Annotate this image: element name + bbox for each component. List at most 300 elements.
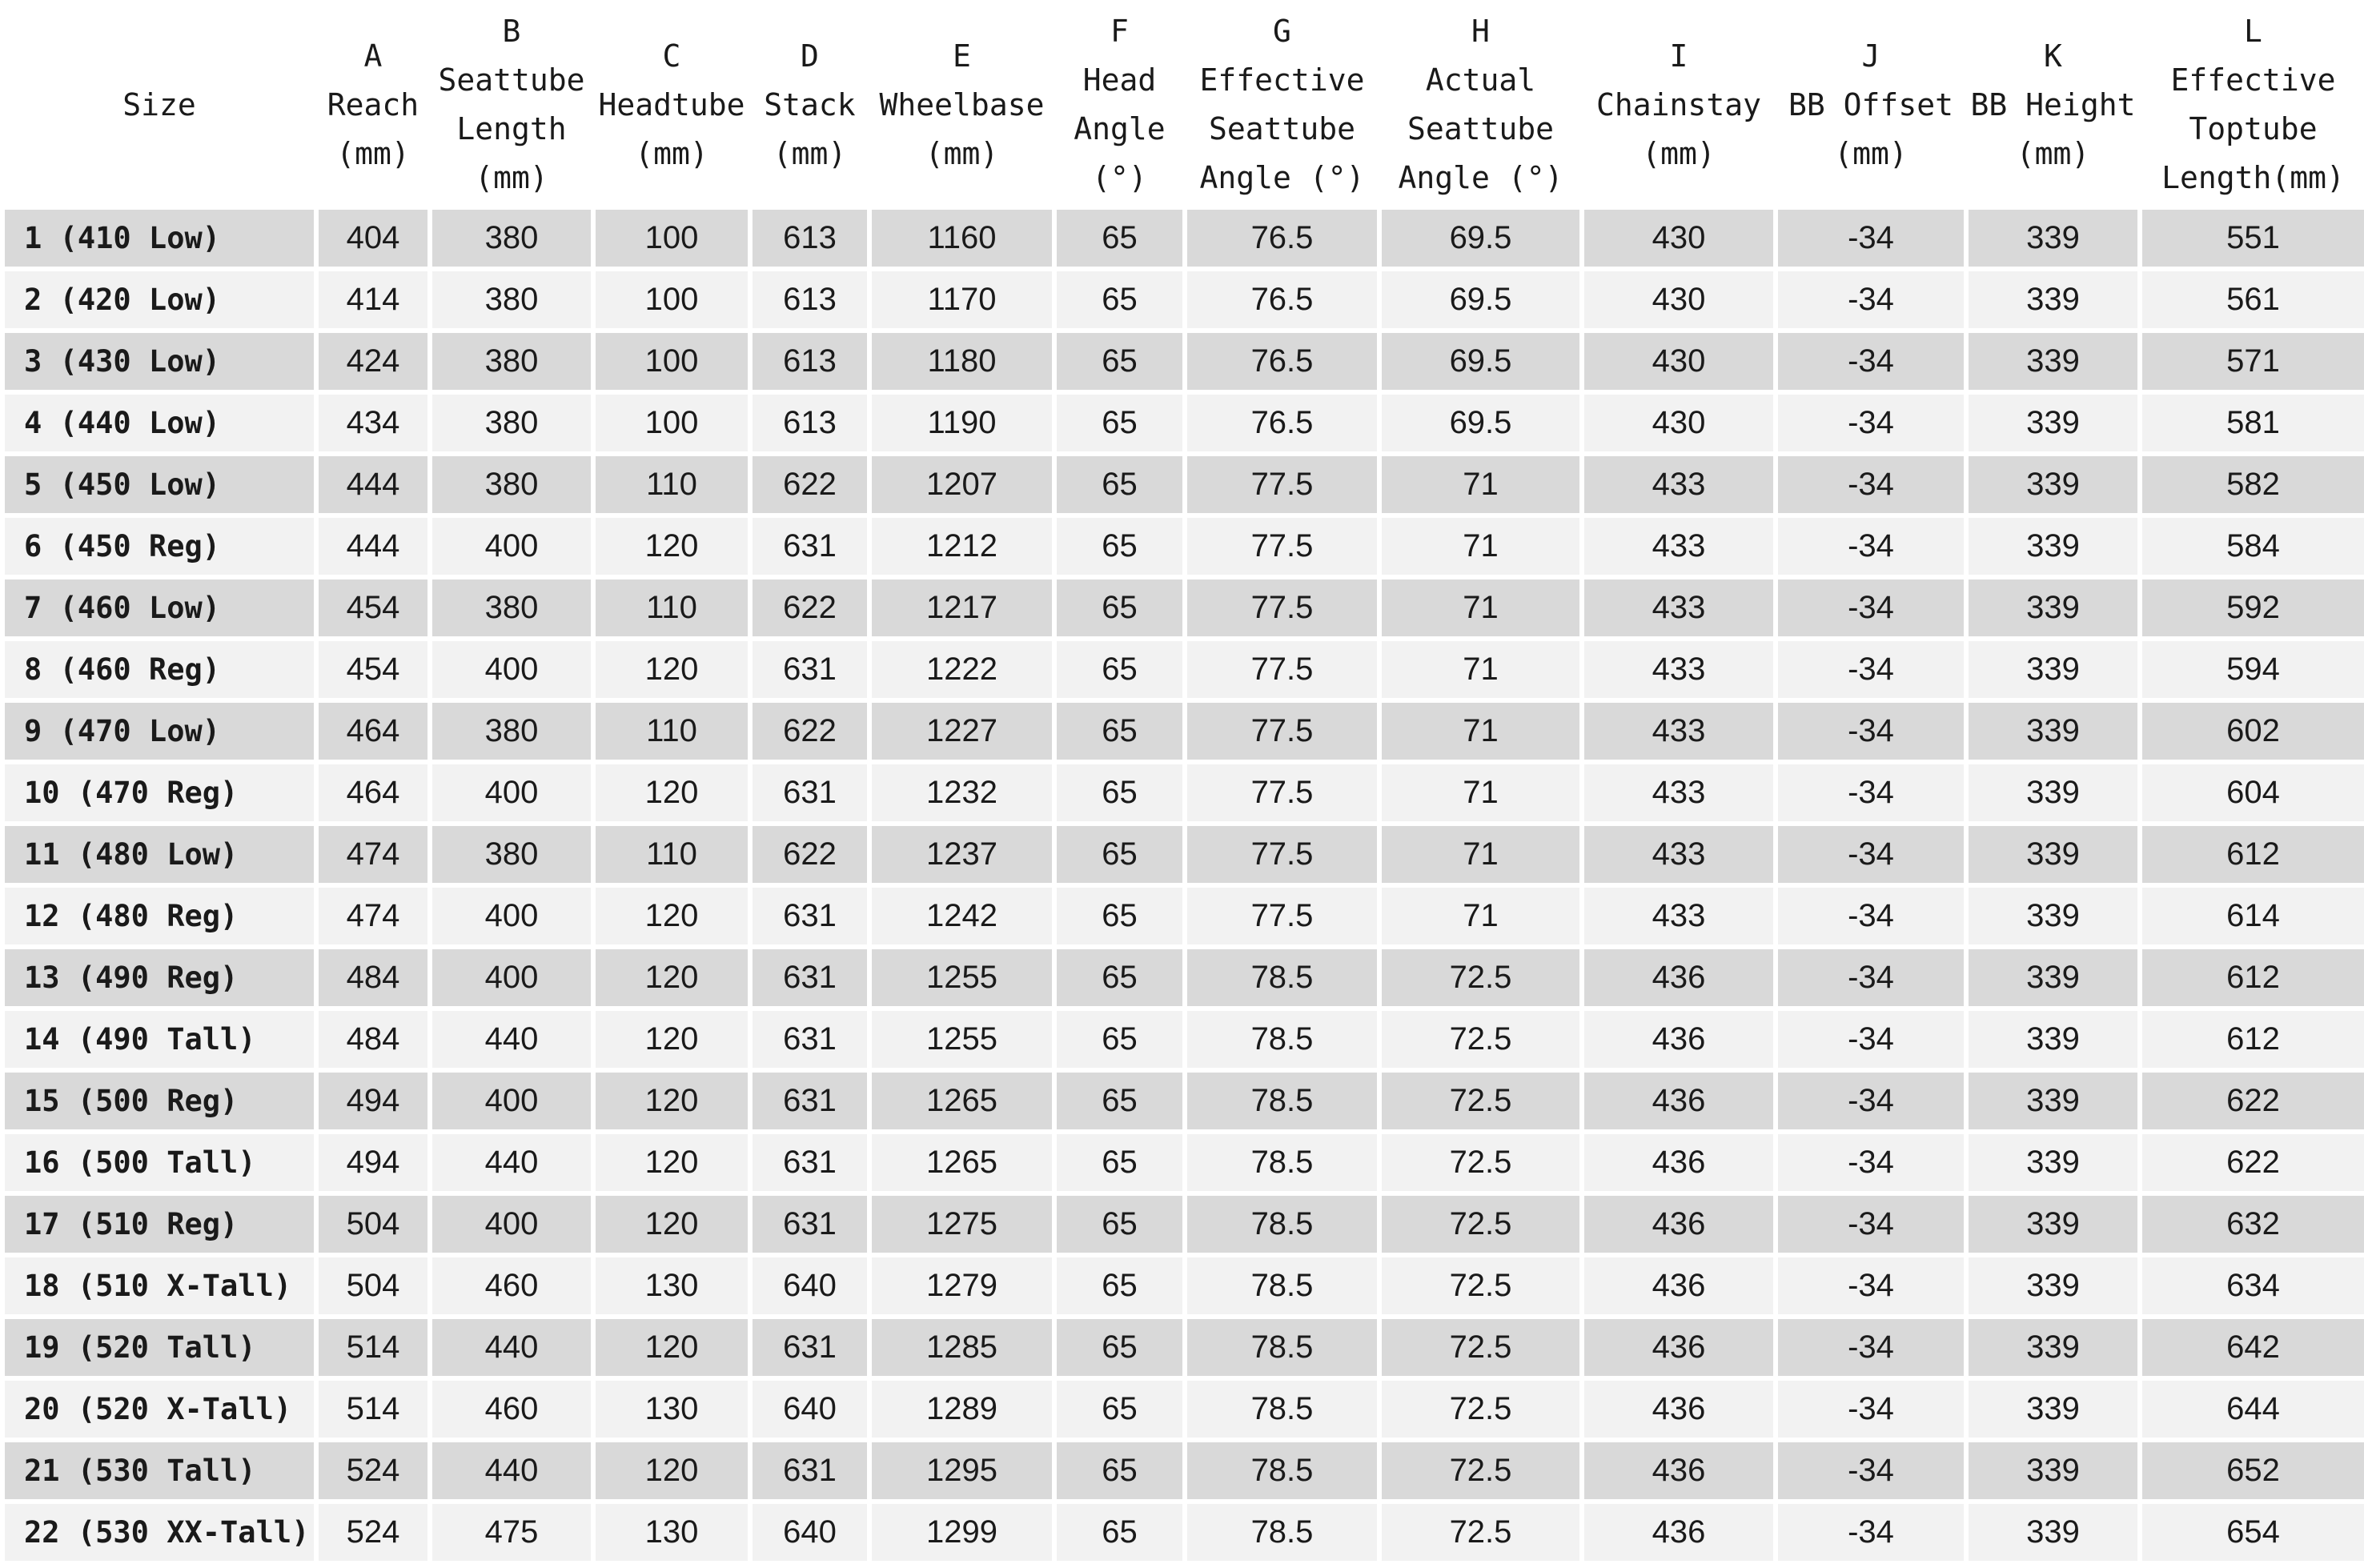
column-label-line: Stack bbox=[764, 86, 856, 122]
column-header-l bbox=[2142, 5, 2364, 205]
size-cell: 21 (530 Tall) bbox=[5, 1442, 314, 1499]
table-row bbox=[5, 518, 2364, 575]
value-cell-f: 65 bbox=[1057, 518, 1182, 575]
value-cell-h: 71 bbox=[1382, 518, 1579, 575]
value-cell-d: 640 bbox=[753, 1504, 867, 1561]
value-cell-e: 1212 bbox=[872, 518, 1052, 575]
value-cell-i: 430 bbox=[1584, 333, 1773, 390]
value-cell-c: 130 bbox=[596, 1504, 748, 1561]
table-row bbox=[5, 1011, 2364, 1068]
column-label-line: Angle bbox=[1074, 111, 1166, 146]
column-letter: D bbox=[801, 38, 819, 74]
value-cell-c: 130 bbox=[596, 1381, 748, 1438]
value-cell-i: 436 bbox=[1584, 1504, 1773, 1561]
value-cell-k: 339 bbox=[1969, 1196, 2137, 1253]
table-row bbox=[5, 456, 2364, 513]
column-letter: C bbox=[662, 38, 681, 74]
value-cell-l: 582 bbox=[2142, 456, 2364, 513]
value-cell-g: 78.5 bbox=[1187, 1257, 1377, 1314]
value-cell-d: 613 bbox=[753, 271, 867, 328]
value-cell-c: 120 bbox=[596, 1442, 748, 1499]
column-label-line: (mm) bbox=[475, 160, 548, 195]
value-cell-d: 631 bbox=[753, 764, 867, 821]
value-cell-f: 65 bbox=[1057, 395, 1182, 451]
table-row bbox=[5, 1442, 2364, 1499]
value-cell-b: 400 bbox=[432, 641, 591, 698]
value-cell-f: 65 bbox=[1057, 949, 1182, 1006]
value-cell-l: 594 bbox=[2142, 641, 2364, 698]
column-label-line: Toptube bbox=[2189, 111, 2318, 146]
value-cell-i: 436 bbox=[1584, 1442, 1773, 1499]
size-cell: 8 (460 Reg) bbox=[5, 641, 314, 698]
value-cell-g: 78.5 bbox=[1187, 1504, 1377, 1561]
value-cell-h: 69.5 bbox=[1382, 271, 1579, 328]
value-cell-c: 110 bbox=[596, 826, 748, 883]
column-header-h bbox=[1382, 5, 1579, 205]
size-cell: 6 (450 Reg) bbox=[5, 518, 314, 575]
table-row bbox=[5, 579, 2364, 636]
value-cell-b: 440 bbox=[432, 1442, 591, 1499]
size-cell: 4 (440 Low) bbox=[5, 395, 314, 451]
column-header-f bbox=[1057, 5, 1182, 205]
value-cell-a: 504 bbox=[319, 1257, 427, 1314]
column-header-a bbox=[319, 5, 427, 205]
value-cell-k: 339 bbox=[1969, 1011, 2137, 1068]
value-cell-j: -34 bbox=[1778, 1381, 1964, 1438]
column-label-line: Wheelbase bbox=[879, 86, 1045, 122]
value-cell-a: 454 bbox=[319, 579, 427, 636]
value-cell-k: 339 bbox=[1969, 1504, 2137, 1561]
value-cell-c: 100 bbox=[596, 271, 748, 328]
value-cell-h: 69.5 bbox=[1382, 395, 1579, 451]
value-cell-h: 71 bbox=[1382, 579, 1579, 636]
value-cell-b: 440 bbox=[432, 1319, 591, 1376]
value-cell-a: 514 bbox=[319, 1319, 427, 1376]
value-cell-h: 71 bbox=[1382, 764, 1579, 821]
value-cell-f: 65 bbox=[1057, 579, 1182, 636]
value-cell-i: 433 bbox=[1584, 641, 1773, 698]
value-cell-j: -34 bbox=[1778, 518, 1964, 575]
table-row bbox=[5, 333, 2364, 390]
value-cell-l: 612 bbox=[2142, 949, 2364, 1006]
value-cell-e: 1227 bbox=[872, 703, 1052, 760]
value-cell-f: 65 bbox=[1057, 1504, 1182, 1561]
column-label-line: (mm) bbox=[1642, 135, 1716, 171]
value-cell-a: 424 bbox=[319, 333, 427, 390]
value-cell-j: -34 bbox=[1778, 1073, 1964, 1129]
value-cell-g: 76.5 bbox=[1187, 271, 1377, 328]
value-cell-i: 430 bbox=[1584, 271, 1773, 328]
value-cell-d: 622 bbox=[753, 703, 867, 760]
value-cell-j: -34 bbox=[1778, 1196, 1964, 1253]
value-cell-b: 400 bbox=[432, 949, 591, 1006]
value-cell-f: 65 bbox=[1057, 210, 1182, 267]
value-cell-i: 436 bbox=[1584, 949, 1773, 1006]
value-cell-g: 77.5 bbox=[1187, 456, 1377, 513]
size-cell: 1 (410 Low) bbox=[5, 210, 314, 267]
value-cell-h: 71 bbox=[1382, 641, 1579, 698]
value-cell-a: 414 bbox=[319, 271, 427, 328]
column-label-line: Seattube bbox=[1407, 111, 1555, 146]
value-cell-k: 339 bbox=[1969, 518, 2137, 575]
column-header-size-label: Size bbox=[122, 86, 196, 122]
value-cell-b: 460 bbox=[432, 1381, 591, 1438]
size-cell: 9 (470 Low) bbox=[5, 703, 314, 760]
value-cell-j: -34 bbox=[1778, 1011, 1964, 1068]
value-cell-l: 614 bbox=[2142, 888, 2364, 944]
column-label-line: BB Offset bbox=[1788, 86, 1953, 122]
column-letter: B bbox=[502, 14, 521, 49]
value-cell-b: 380 bbox=[432, 333, 591, 390]
value-cell-i: 436 bbox=[1584, 1257, 1773, 1314]
value-cell-h: 71 bbox=[1382, 888, 1579, 944]
value-cell-i: 433 bbox=[1584, 703, 1773, 760]
column-label-line: (mm) bbox=[336, 135, 410, 171]
column-header-d bbox=[753, 5, 867, 205]
value-cell-a: 474 bbox=[319, 888, 427, 944]
value-cell-i: 436 bbox=[1584, 1196, 1773, 1253]
value-cell-c: 120 bbox=[596, 764, 748, 821]
value-cell-d: 622 bbox=[753, 579, 867, 636]
column-label-line: (mm) bbox=[773, 135, 847, 171]
value-cell-d: 631 bbox=[753, 1073, 867, 1129]
value-cell-f: 65 bbox=[1057, 826, 1182, 883]
value-cell-e: 1289 bbox=[872, 1381, 1052, 1438]
value-cell-c: 120 bbox=[596, 1011, 748, 1068]
value-cell-h: 72.5 bbox=[1382, 1381, 1579, 1438]
size-cell: 22 (530 XX-Tall) bbox=[5, 1504, 314, 1561]
table-body bbox=[5, 210, 2364, 1561]
size-cell: 2 (420 Low) bbox=[5, 271, 314, 328]
value-cell-a: 504 bbox=[319, 1196, 427, 1253]
value-cell-k: 339 bbox=[1969, 1381, 2137, 1438]
table-row bbox=[5, 1504, 2364, 1561]
value-cell-d: 631 bbox=[753, 1319, 867, 1376]
value-cell-e: 1190 bbox=[872, 395, 1052, 451]
table-row bbox=[5, 888, 2364, 944]
value-cell-c: 110 bbox=[596, 456, 748, 513]
size-cell: 3 (430 Low) bbox=[5, 333, 314, 390]
value-cell-h: 71 bbox=[1382, 456, 1579, 513]
value-cell-h: 69.5 bbox=[1382, 333, 1579, 390]
table-row bbox=[5, 949, 2364, 1006]
value-cell-a: 474 bbox=[319, 826, 427, 883]
value-cell-j: -34 bbox=[1778, 579, 1964, 636]
value-cell-d: 631 bbox=[753, 518, 867, 575]
size-cell: 18 (510 X-Tall) bbox=[5, 1257, 314, 1314]
value-cell-b: 440 bbox=[432, 1011, 591, 1068]
value-cell-h: 72.5 bbox=[1382, 1442, 1579, 1499]
value-cell-b: 400 bbox=[432, 518, 591, 575]
column-letter: I bbox=[1669, 38, 1688, 74]
table-row bbox=[5, 395, 2364, 451]
column-letter: K bbox=[2044, 38, 2062, 74]
value-cell-i: 433 bbox=[1584, 826, 1773, 883]
value-cell-i: 433 bbox=[1584, 456, 1773, 513]
table-row bbox=[5, 271, 2364, 328]
value-cell-i: 436 bbox=[1584, 1381, 1773, 1438]
value-cell-c: 120 bbox=[596, 1319, 748, 1376]
column-letter: J bbox=[1861, 38, 1880, 74]
value-cell-c: 120 bbox=[596, 1073, 748, 1129]
size-cell: 17 (510 Reg) bbox=[5, 1196, 314, 1253]
column-label-line: (mm) bbox=[635, 135, 708, 171]
value-cell-a: 454 bbox=[319, 641, 427, 698]
value-cell-k: 339 bbox=[1969, 703, 2137, 760]
value-cell-b: 380 bbox=[432, 271, 591, 328]
value-cell-f: 65 bbox=[1057, 333, 1182, 390]
value-cell-f: 65 bbox=[1057, 1134, 1182, 1191]
column-label-line: Angle (°) bbox=[1398, 160, 1563, 195]
size-cell: 20 (520 X-Tall) bbox=[5, 1381, 314, 1438]
table-row bbox=[5, 1134, 2364, 1191]
column-letter: F bbox=[1110, 14, 1129, 49]
value-cell-i: 433 bbox=[1584, 764, 1773, 821]
value-cell-l: 571 bbox=[2142, 333, 2364, 390]
size-cell: 13 (490 Reg) bbox=[5, 949, 314, 1006]
value-cell-i: 436 bbox=[1584, 1011, 1773, 1068]
value-cell-b: 400 bbox=[432, 764, 591, 821]
value-cell-j: -34 bbox=[1778, 456, 1964, 513]
value-cell-e: 1265 bbox=[872, 1134, 1052, 1191]
value-cell-k: 339 bbox=[1969, 1319, 2137, 1376]
value-cell-l: 581 bbox=[2142, 395, 2364, 451]
column-letter: A bbox=[363, 38, 383, 74]
value-cell-c: 120 bbox=[596, 1196, 748, 1253]
value-cell-a: 524 bbox=[319, 1504, 427, 1561]
value-cell-e: 1237 bbox=[872, 826, 1052, 883]
value-cell-j: -34 bbox=[1778, 1319, 1964, 1376]
value-cell-a: 464 bbox=[319, 703, 427, 760]
value-cell-g: 78.5 bbox=[1187, 949, 1377, 1006]
value-cell-h: 72.5 bbox=[1382, 1073, 1579, 1129]
column-label-line: (mm) bbox=[1834, 135, 1908, 171]
value-cell-d: 631 bbox=[753, 888, 867, 944]
size-cell: 16 (500 Tall) bbox=[5, 1134, 314, 1191]
column-letter: E bbox=[953, 38, 971, 74]
value-cell-d: 631 bbox=[753, 1134, 867, 1191]
value-cell-f: 65 bbox=[1057, 1196, 1182, 1253]
value-cell-c: 110 bbox=[596, 579, 748, 636]
column-label-line: Seattube bbox=[1208, 111, 1356, 146]
value-cell-d: 631 bbox=[753, 1196, 867, 1253]
value-cell-j: -34 bbox=[1778, 703, 1964, 760]
value-cell-d: 622 bbox=[753, 826, 867, 883]
value-cell-g: 77.5 bbox=[1187, 826, 1377, 883]
value-cell-i: 433 bbox=[1584, 579, 1773, 636]
value-cell-l: 612 bbox=[2142, 826, 2364, 883]
value-cell-g: 77.5 bbox=[1187, 703, 1377, 760]
value-cell-d: 631 bbox=[753, 641, 867, 698]
value-cell-g: 76.5 bbox=[1187, 333, 1377, 390]
value-cell-l: 642 bbox=[2142, 1319, 2364, 1376]
size-cell: 10 (470 Reg) bbox=[5, 764, 314, 821]
value-cell-l: 632 bbox=[2142, 1196, 2364, 1253]
value-cell-b: 380 bbox=[432, 826, 591, 883]
table-row bbox=[5, 826, 2364, 883]
value-cell-a: 404 bbox=[319, 210, 427, 267]
value-cell-j: -34 bbox=[1778, 1504, 1964, 1561]
column-label-line: (mm) bbox=[2016, 135, 2090, 171]
value-cell-e: 1299 bbox=[872, 1504, 1052, 1561]
value-cell-g: 78.5 bbox=[1187, 1134, 1377, 1191]
value-cell-i: 436 bbox=[1584, 1134, 1773, 1191]
value-cell-d: 640 bbox=[753, 1257, 867, 1314]
column-letter: L bbox=[2244, 14, 2262, 49]
value-cell-c: 100 bbox=[596, 395, 748, 451]
value-cell-h: 72.5 bbox=[1382, 1257, 1579, 1314]
value-cell-j: -34 bbox=[1778, 1257, 1964, 1314]
value-cell-k: 339 bbox=[1969, 1134, 2137, 1191]
value-cell-j: -34 bbox=[1778, 333, 1964, 390]
value-cell-g: 78.5 bbox=[1187, 1381, 1377, 1438]
value-cell-i: 433 bbox=[1584, 888, 1773, 944]
value-cell-g: 78.5 bbox=[1187, 1442, 1377, 1499]
value-cell-l: 592 bbox=[2142, 579, 2364, 636]
value-cell-k: 339 bbox=[1969, 579, 2137, 636]
value-cell-a: 514 bbox=[319, 1381, 427, 1438]
value-cell-k: 339 bbox=[1969, 456, 2137, 513]
value-cell-i: 430 bbox=[1584, 210, 1773, 267]
value-cell-e: 1217 bbox=[872, 579, 1052, 636]
value-cell-g: 77.5 bbox=[1187, 641, 1377, 698]
value-cell-l: 622 bbox=[2142, 1073, 2364, 1129]
value-cell-c: 100 bbox=[596, 333, 748, 390]
value-cell-g: 77.5 bbox=[1187, 518, 1377, 575]
value-cell-h: 72.5 bbox=[1382, 1011, 1579, 1068]
value-cell-f: 65 bbox=[1057, 641, 1182, 698]
size-cell: 19 (520 Tall) bbox=[5, 1319, 314, 1376]
value-cell-c: 100 bbox=[596, 210, 748, 267]
value-cell-l: 622 bbox=[2142, 1134, 2364, 1191]
column-label-line: (mm) bbox=[925, 135, 999, 171]
value-cell-g: 76.5 bbox=[1187, 210, 1377, 267]
column-label-line: (°) bbox=[1092, 160, 1147, 195]
value-cell-d: 622 bbox=[753, 456, 867, 513]
column-label-line: Head bbox=[1082, 62, 1157, 98]
value-cell-f: 65 bbox=[1057, 1381, 1182, 1438]
value-cell-j: -34 bbox=[1778, 395, 1964, 451]
value-cell-f: 65 bbox=[1057, 1257, 1182, 1314]
table-row bbox=[5, 703, 2364, 760]
size-cell: 12 (480 Reg) bbox=[5, 888, 314, 944]
column-label-line: BB Height bbox=[1970, 86, 2136, 122]
value-cell-g: 78.5 bbox=[1187, 1073, 1377, 1129]
value-cell-b: 380 bbox=[432, 579, 591, 636]
value-cell-f: 65 bbox=[1057, 1011, 1182, 1068]
size-cell: 14 (490 Tall) bbox=[5, 1011, 314, 1068]
value-cell-j: -34 bbox=[1778, 1442, 1964, 1499]
value-cell-j: -34 bbox=[1778, 210, 1964, 267]
value-cell-d: 631 bbox=[753, 1011, 867, 1068]
size-cell: 7 (460 Low) bbox=[5, 579, 314, 636]
column-label-line: Effective bbox=[1199, 62, 1365, 98]
value-cell-k: 339 bbox=[1969, 1257, 2137, 1314]
value-cell-l: 584 bbox=[2142, 518, 2364, 575]
table-row bbox=[5, 1319, 2364, 1376]
value-cell-l: 612 bbox=[2142, 1011, 2364, 1068]
value-cell-a: 484 bbox=[319, 949, 427, 1006]
value-cell-f: 65 bbox=[1057, 1319, 1182, 1376]
value-cell-b: 475 bbox=[432, 1504, 591, 1561]
size-cell: 15 (500 Reg) bbox=[5, 1073, 314, 1129]
value-cell-h: 71 bbox=[1382, 826, 1579, 883]
value-cell-e: 1242 bbox=[872, 888, 1052, 944]
value-cell-e: 1222 bbox=[872, 641, 1052, 698]
value-cell-b: 400 bbox=[432, 1196, 591, 1253]
value-cell-j: -34 bbox=[1778, 826, 1964, 883]
column-header-size bbox=[5, 5, 314, 205]
value-cell-g: 77.5 bbox=[1187, 888, 1377, 944]
value-cell-k: 339 bbox=[1969, 271, 2137, 328]
value-cell-c: 120 bbox=[596, 888, 748, 944]
value-cell-k: 339 bbox=[1969, 641, 2137, 698]
column-header-i bbox=[1584, 5, 1773, 205]
value-cell-c: 120 bbox=[596, 518, 748, 575]
size-cell: 11 (480 Low) bbox=[5, 826, 314, 883]
value-cell-a: 494 bbox=[319, 1073, 427, 1129]
value-cell-k: 339 bbox=[1969, 1442, 2137, 1499]
value-cell-l: 561 bbox=[2142, 271, 2364, 328]
table-row bbox=[5, 1381, 2364, 1438]
value-cell-l: 652 bbox=[2142, 1442, 2364, 1499]
value-cell-a: 444 bbox=[319, 456, 427, 513]
value-cell-c: 120 bbox=[596, 1134, 748, 1191]
value-cell-j: -34 bbox=[1778, 641, 1964, 698]
value-cell-k: 339 bbox=[1969, 395, 2137, 451]
value-cell-a: 524 bbox=[319, 1442, 427, 1499]
column-label-line: Actual bbox=[1425, 62, 1536, 98]
value-cell-d: 613 bbox=[753, 395, 867, 451]
value-cell-k: 339 bbox=[1969, 1073, 2137, 1129]
value-cell-c: 110 bbox=[596, 703, 748, 760]
value-cell-a: 434 bbox=[319, 395, 427, 451]
column-label-line: Chainstay bbox=[1596, 86, 1761, 122]
size-cell: 5 (450 Low) bbox=[5, 456, 314, 513]
value-cell-l: 634 bbox=[2142, 1257, 2364, 1314]
value-cell-c: 130 bbox=[596, 1257, 748, 1314]
value-cell-l: 644 bbox=[2142, 1381, 2364, 1438]
value-cell-k: 339 bbox=[1969, 826, 2137, 883]
value-cell-f: 65 bbox=[1057, 1442, 1182, 1499]
value-cell-d: 640 bbox=[753, 1381, 867, 1438]
value-cell-a: 464 bbox=[319, 764, 427, 821]
header-row bbox=[5, 5, 2364, 205]
column-header-e bbox=[872, 5, 1052, 205]
value-cell-b: 460 bbox=[432, 1257, 591, 1314]
value-cell-e: 1232 bbox=[872, 764, 1052, 821]
column-header-b bbox=[432, 5, 591, 205]
value-cell-k: 339 bbox=[1969, 949, 2137, 1006]
value-cell-b: 380 bbox=[432, 703, 591, 760]
value-cell-h: 72.5 bbox=[1382, 1134, 1579, 1191]
value-cell-a: 494 bbox=[319, 1134, 427, 1191]
value-cell-b: 380 bbox=[432, 456, 591, 513]
value-cell-h: 71 bbox=[1382, 703, 1579, 760]
value-cell-j: -34 bbox=[1778, 764, 1964, 821]
value-cell-d: 631 bbox=[753, 949, 867, 1006]
value-cell-e: 1160 bbox=[872, 210, 1052, 267]
column-letter: G bbox=[1273, 14, 1291, 49]
value-cell-a: 484 bbox=[319, 1011, 427, 1068]
value-cell-j: -34 bbox=[1778, 271, 1964, 328]
value-cell-g: 77.5 bbox=[1187, 579, 1377, 636]
value-cell-i: 436 bbox=[1584, 1073, 1773, 1129]
table-row bbox=[5, 210, 2364, 267]
value-cell-d: 613 bbox=[753, 210, 867, 267]
value-cell-f: 65 bbox=[1057, 764, 1182, 821]
value-cell-e: 1265 bbox=[872, 1073, 1052, 1129]
